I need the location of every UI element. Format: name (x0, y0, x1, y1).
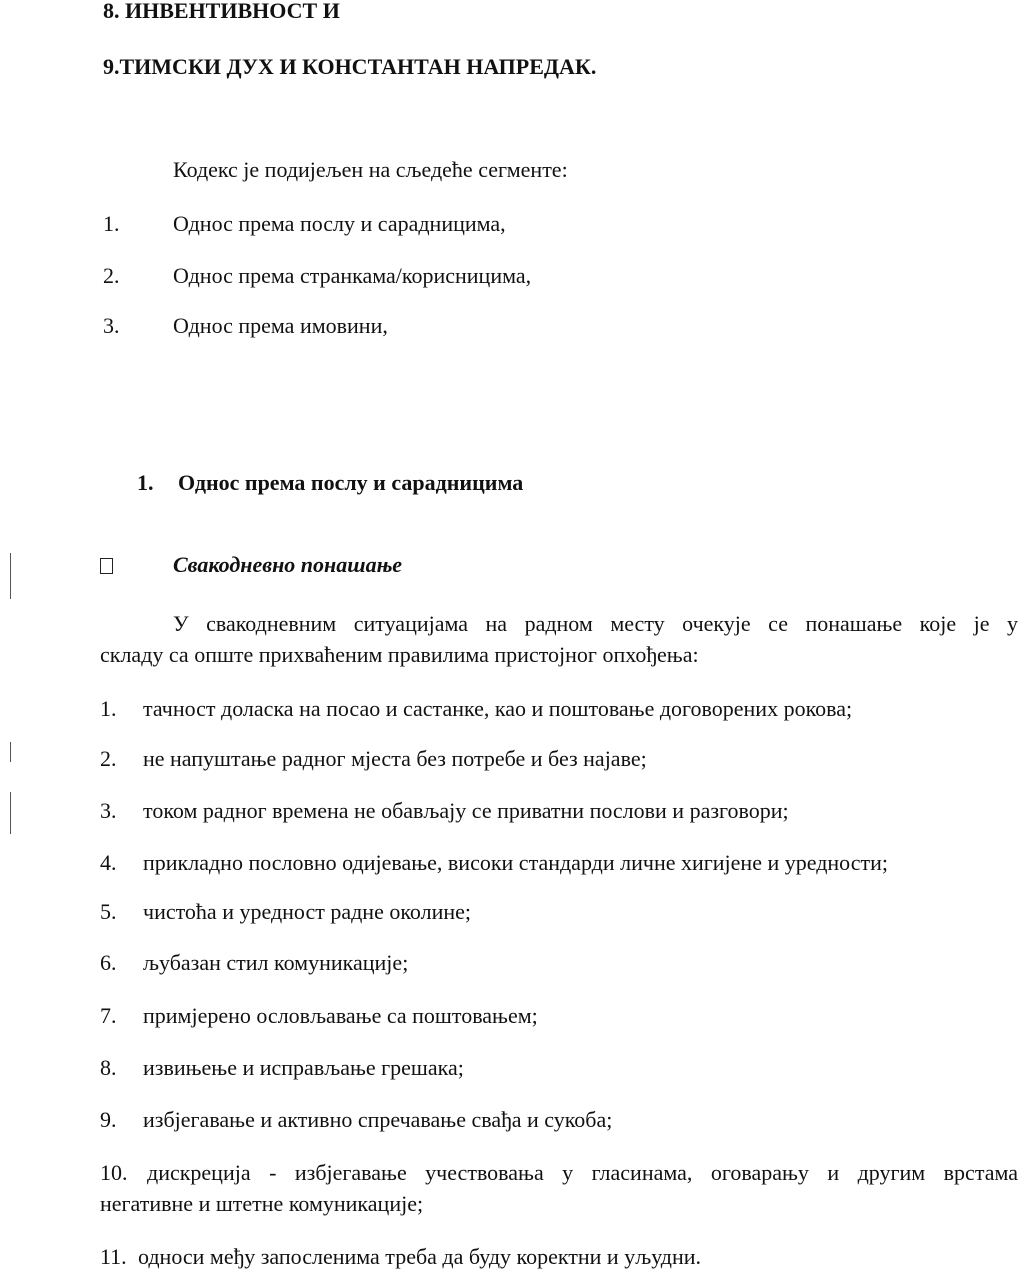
list-number: 7. (100, 1003, 117, 1028)
heading-8: 8. ИНВЕНТИВНОСТ И (103, 0, 340, 23)
list-item: љубазан стил комуникације; (143, 950, 409, 975)
segment-item: Однос према странкама/корисницима, (173, 263, 532, 288)
section-number: 1. (137, 470, 154, 495)
section-title: Однос према послу и сарадницима (178, 470, 524, 495)
checkbox-bullet-icon (100, 558, 113, 574)
segments-intro: Кодекс је подијељен на сљедеће сегменте: (173, 157, 568, 182)
list-item: избјегавање и активно спречавање свађа и сукоба; (143, 1107, 613, 1132)
margin-mark (10, 553, 11, 599)
list-number: 10. (100, 1160, 128, 1185)
margin-mark (10, 792, 11, 834)
list-number: 9. (100, 1107, 117, 1132)
list-number: 3. (100, 798, 117, 823)
list-item: тачност доласка на посао и састанке, као и поштовање договорених рокова; (143, 696, 853, 721)
list-number: 6. (100, 950, 117, 975)
list-number: 8. (100, 1055, 117, 1080)
list-item: прикладно пословно одијевање, високи стандарди личне хигијене и уредности; (143, 850, 888, 875)
segment-number: 3. (103, 313, 120, 338)
heading-9: 9.ТИМСКИ ДУХ И КОНСТАНТАН НАПРЕДАК. (103, 54, 597, 79)
paragraph-line: складу са опште прихваћеним правилима пристојног опхођења: (100, 642, 699, 667)
margin-mark (10, 742, 11, 762)
segment-number: 2. (103, 263, 120, 288)
list-item: примјерено ословљавање са поштовањем; (143, 1003, 538, 1028)
list-item: чистоћа и уредност радне околине; (143, 899, 472, 924)
list-item: односи међу запосленима треба да буду коректни и уљудни. (138, 1244, 702, 1269)
segment-item: Однос према имовини, (173, 313, 388, 338)
list-number: 4. (100, 850, 117, 875)
paragraph-line: У свакодневним ситуацијама на радном месту очекује се понашање које је у (173, 611, 1018, 636)
segment-number: 1. (103, 211, 120, 236)
list-item: извињење и исправљање грешака; (143, 1055, 464, 1080)
subsection-title: Свакодневно понашање (173, 552, 403, 577)
list-number: 2. (100, 746, 117, 771)
list-number: 1. (100, 696, 117, 721)
list-item: не напуштање радног мјеста без потребе и без најаве; (143, 746, 647, 771)
list-number: 11. (100, 1244, 127, 1269)
list-number: 5. (100, 899, 117, 924)
list-item: током радног времена не обављају се приватни послови и разговори; (143, 798, 789, 823)
list-item-continuation: негативне и штетне комуникације; (100, 1191, 424, 1216)
list-item: дискреција - избјегавање учествовања у гласинама, оговарању и другим врстама (147, 1160, 1018, 1185)
segment-item: Однос према послу и сарадницима, (173, 211, 506, 236)
